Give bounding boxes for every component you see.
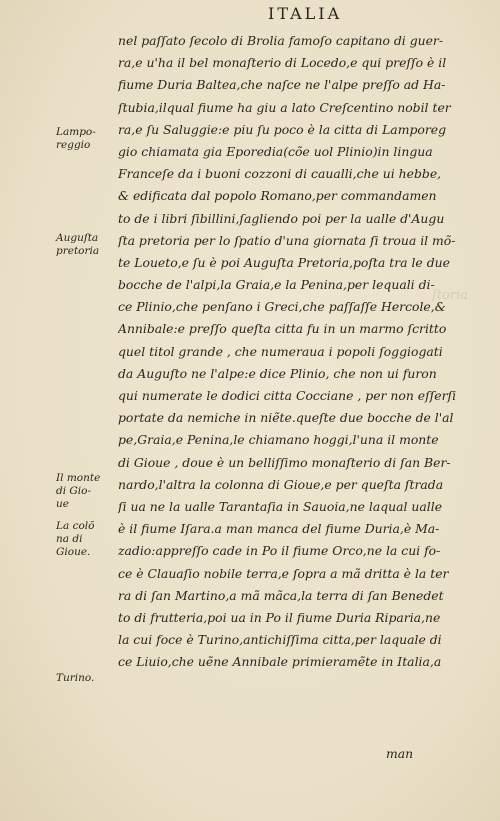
margin-note-line: Gioue. [56,546,91,558]
text-line: portate da nemiche in niẽte.queſte due bocche de l'al [118,410,454,426]
text-line: Franceſe da i buoni cozzoni di caualli,che ui hebbe, [118,166,442,182]
margin-note-line: La colõ [56,520,95,532]
text-line: to de i libri ſibillini,ſagliendo poi per la ualle d'Augu [118,210,445,226]
text-line: è il fiume Iſara.a man manca del fiume Duria,è Ma- [118,521,440,537]
text-line: ra,e u'ha il bel monaſterio di Locedo,e qui preſſo è il [118,55,447,71]
text-line: ra,e ſu Saluggie:e piu ſu poco è la citta di Lamporeg [118,121,447,137]
margin-note-colonna-gioue [56,520,94,559]
catchword: man [386,746,414,761]
margin-note-line: na di [56,533,83,545]
margin-note-lamporeggio [56,126,96,152]
text-line: ra di ſan Martino,a mã mãca,la terra di ſan Benedet [118,587,444,603]
text-line: to di frutteria,poi ua in Po il fiume Duria Riparia,ne [118,609,441,625]
text-line: fiume Duria Baltea,che naſce ne l'alpe preſſo ad Ha- [118,77,446,93]
margin-note-line: Auguſta [56,232,99,244]
text-line: quel titol grande , che numeraua i popoli ſoggiogati [118,343,443,359]
margin-note-line: di Gio- [56,485,92,497]
running-title: ITALIA [268,4,343,23]
margin-note-line: Lampo- [56,126,96,138]
text-line: zadio:appreſſo cade in Po il fiume Orco,ne la cui fo- [118,543,441,559]
margin-note-turino [56,672,94,685]
text-line: & edificata dal popolo Romano,per commandamen [118,188,437,204]
margin-note-augusta [56,232,99,258]
text-line: da Auguſto ne l'alpe:e dice Plinio, che non ui furon [118,365,437,381]
body-text [118,30,480,673]
text-line: nardo,l'altra la colonna di Gioue,e per queſta ſtrada [118,476,444,492]
text-line: di Gioue , doue è un belliſſimo monaſterio di ſan Ber- [118,454,451,470]
margin-note-line: reggio [56,139,91,151]
text-line: gio chiamata gia Eporedia(cõe uol Plinio)in lingua [118,143,433,159]
text-line: Annibale:e preſſo queſta citta fu in un marmo ſcritto [118,321,447,337]
margin-note-line: Turino. [56,672,95,684]
text-line: ce Liuio,che uẽne Annibale primieramẽte in Italia,a [118,654,442,670]
text-line: ſi ua ne la ualle Tarantaſia in Sauoia,ne laqual ualle [118,498,443,514]
text-line: nel paſſato ſecolo di Brolia famoſo capitano di guer- [118,33,444,48]
text-line: qui numerate le dodici citta Cocciane , per non eſſerſi [118,388,457,403]
text-line: te Loueto,e ſu è poi Auguſta Pretoria,poſta tra le due [118,254,450,270]
margin-note-line: Il monte [56,472,101,484]
margin-note-line: pretoria [56,245,100,257]
text-line: bocche de l'alpi,la Graia,e la Penina,per lequali di- [118,277,435,293]
text-line: ſta pretoria per lo ſpatio d'una giornata ſi troua il mõ- [118,232,456,248]
text-line: ſtubia,ilqual fiume ha giu a lato Creſcentino nobil ter [118,99,451,115]
text-line: la cui foce è Turino,antichiſſima citta,per laquale di [118,632,442,648]
text-line: ce Plinio,che penſano i Greci,che paſſaſſe Hercole,& [118,299,446,315]
bleed-through-text: ſtoria [432,288,468,303]
margin-note-monte-gioue [56,472,100,511]
text-line: ce è Clauaſio nobile terra,e ſopra a mã dritta è la ter [118,565,449,581]
margin-note-line: ue [56,498,69,510]
text-line: pe,Graia,e Penina,le chiamano hoggi,l'una il monte [118,432,439,448]
